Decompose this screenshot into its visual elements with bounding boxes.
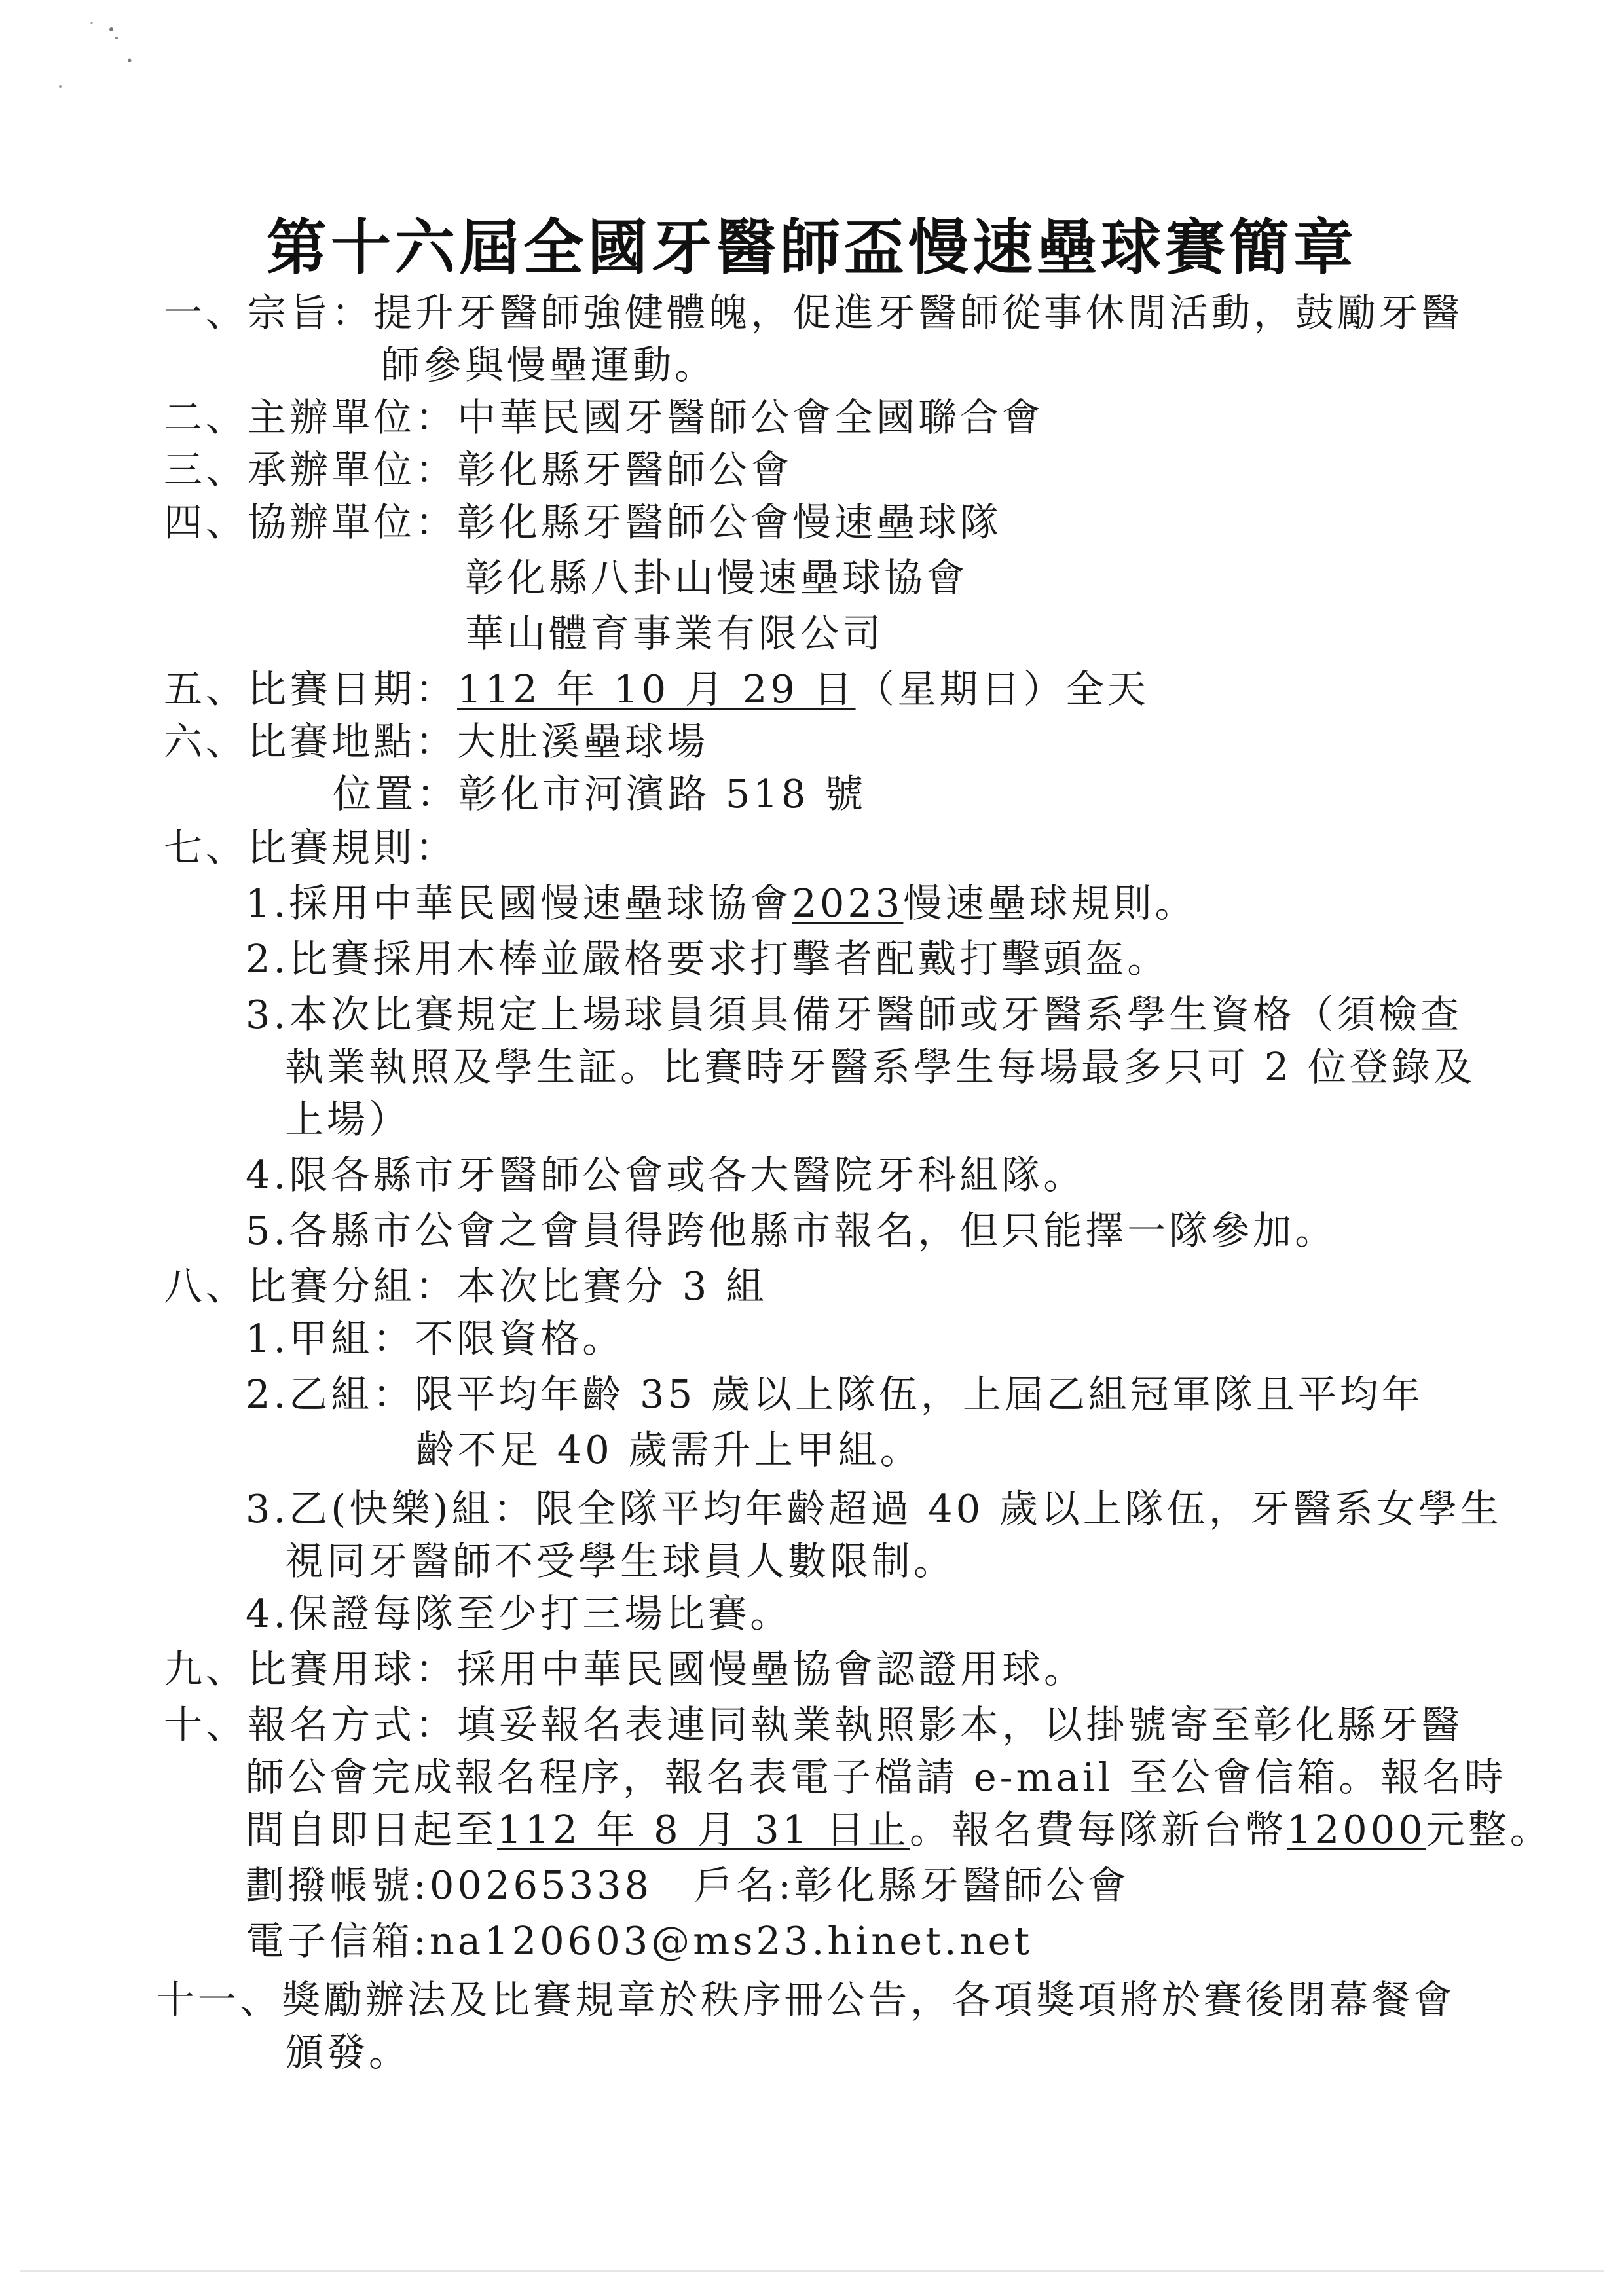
venue-location: 位置：彰化市河濱路 518 號: [333, 771, 867, 816]
fee: 12000: [1287, 1807, 1426, 1852]
section-5-date: 五、比賽日期：112 年 10 月 29 日（星期日）全天: [164, 666, 1149, 712]
section-1-purpose: 一、宗旨：提升牙醫師強健體魄，促進牙醫師從事休閒活動，鼓勵牙醫: [164, 290, 1464, 335]
section-3-host: 三、承辦單位：彰化縣牙醫師公會: [164, 447, 793, 492]
section-11-awards: 十一、獎勵辦法及比賽規章於秩序冊公告，各項獎項將於賽後閉幕餐會: [156, 1977, 1456, 2022]
rule-3-cont: 執業執照及學生証。比賽時牙醫系學生每場最多只可 2 位登錄及: [285, 1044, 1476, 1089]
section-4-co-organizers: 四、協辦單位：彰化縣牙醫師公會慢速壘球隊: [164, 500, 1003, 545]
scan-edge-line: [20, 2270, 1604, 2272]
rule-3: 3.本次比賽規定上場球員須具備牙醫師或牙醫系學生資格（須檢查: [246, 992, 1463, 1037]
postal-account: 劃撥帳號:00265338 戶名:彰化縣牙醫師公會: [246, 1863, 1130, 1908]
division-3-cont: 視同牙醫師不受學生球員人數限制。: [285, 1539, 956, 1584]
scan-specks: [0, 0, 170, 131]
division-3: 3.乙(快樂)組：限全隊平均年齡超過 40 歲以上隊伍，牙醫系女學生: [246, 1486, 1502, 1531]
section-7-rules: 七、比賽規則：: [164, 825, 458, 870]
division-2-cont: 齡不足 40 歲需升上甲組。: [416, 1427, 922, 1472]
rule-1: 1.採用中華民國慢速壘球協會2023慢速壘球規則。: [246, 881, 1197, 926]
email-address: 電子信箱:na120603@ms23.hinet.net: [246, 1918, 1033, 1963]
section-10-registration: 十、報名方式：填妥報名表連同執業執照影本，以掛號寄至彰化縣牙醫: [164, 1702, 1464, 1747]
division-1: 1.甲組：不限資格。: [246, 1316, 625, 1361]
co-organizer-2: 彰化縣八卦山慢速壘球協會: [465, 555, 969, 600]
section-6-venue: 六、比賽地點：大肚溪壘球場: [164, 719, 709, 764]
rule-2: 2.比賽採用木棒並嚴格要求打擊者配戴打擊頭盔。: [246, 936, 1170, 981]
deadline: 112 年 8 月 31 日止: [497, 1807, 910, 1852]
division-4: 4.保證每隊至少打三場比賽。: [246, 1591, 792, 1636]
document-title: 第十六屆全國牙醫師盃慢速壘球賽簡章: [266, 213, 1357, 283]
registration-cont-2: 間自即日起至112 年 8 月 31 日止。報名費每隊新台幣12000元整。: [246, 1807, 1552, 1852]
co-organizer-3: 華山體育事業有限公司: [465, 611, 885, 656]
match-date: 112 年 10 月 29 日: [457, 666, 856, 712]
rule-4: 4.限各縣市牙醫師公會或各大醫院牙科組隊。: [246, 1152, 1086, 1197]
section-2-organizer: 二、主辦單位：中華民國牙醫師公會全國聯合會: [164, 395, 1044, 440]
registration-cont-1: 師公會完成報名程序，報名表電子檔請 e-mail 至公會信箱。報名時: [246, 1755, 1507, 1800]
rule-5: 5.各縣市公會之會員得跨他縣市報名，但只能擇一隊參加。: [246, 1208, 1337, 1253]
section-1-purpose-cont: 師參與慢壘運動。: [381, 342, 717, 388]
division-2: 2.乙組：限平均年齡 35 歲以上隊伍，上屆乙組冠軍隊且平均年: [246, 1372, 1424, 1417]
awards-cont: 頒發。: [285, 2030, 411, 2075]
section-8-divisions: 八、比賽分組：本次比賽分 3 組: [164, 1264, 768, 1309]
section-9-ball: 九、比賽用球：採用中華民國慢壘協會認證用球。: [164, 1647, 1086, 1692]
rule-3-cont-2: 上場）: [285, 1097, 411, 1142]
